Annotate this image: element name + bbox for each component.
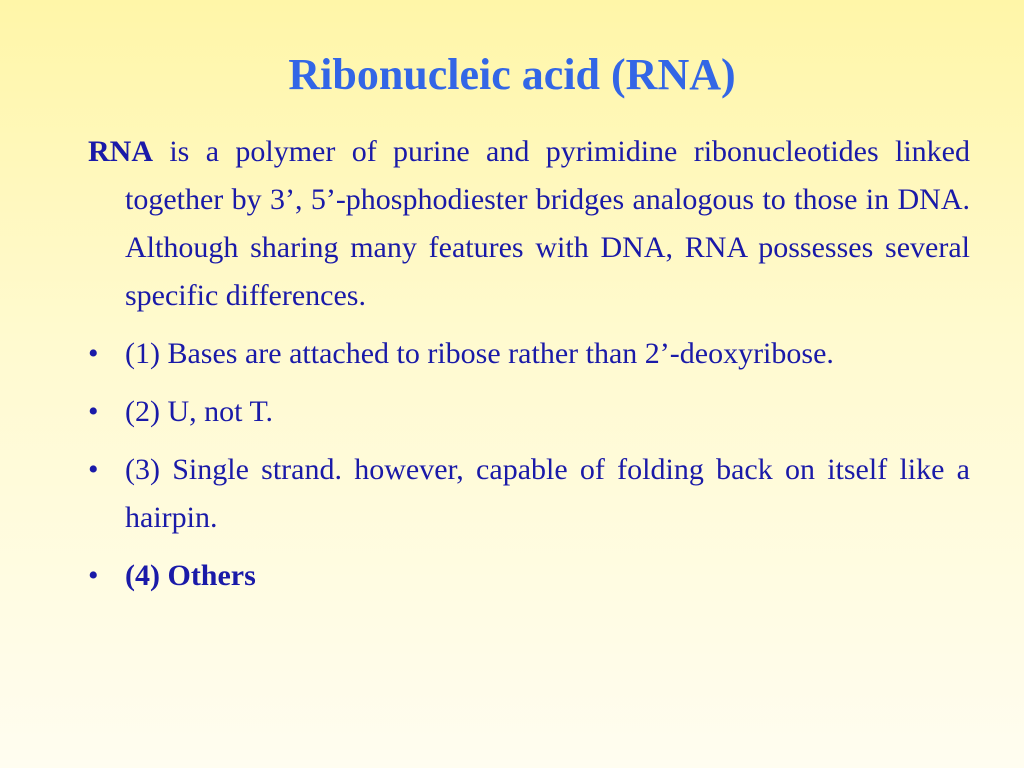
list-item	[88, 552, 970, 600]
bullet-icon: •	[88, 395, 99, 428]
intro-lead: RNA	[88, 135, 153, 168]
slide-body	[88, 128, 970, 610]
bullet-icon: •	[88, 337, 99, 370]
list-item	[88, 330, 970, 378]
bullet-text: (2) U, not T.	[125, 395, 274, 428]
bullet-text: (4) Others	[125, 559, 256, 592]
bullet-text: (3) Single strand. however, capable of folding back on itself like a hairpin.	[125, 453, 970, 534]
bullet-text: (1) Bases are attached to ribose rather than 2’-deoxyribose.	[125, 337, 834, 370]
bullet-icon: •	[88, 453, 99, 486]
intro-paragraph	[88, 128, 970, 320]
bullet-icon: •	[88, 559, 99, 592]
slide-title: Ribonucleic acid (RNA)	[288, 50, 736, 99]
intro-text: is a polymer of purine and pyrimidine ribonucleotides linked together by 3’, 5’-phosphodiester bridges analogous to those in DNA. Although sharing many features with DNA, RNA possesses several specific differences.	[125, 135, 970, 312]
list-item	[88, 446, 970, 542]
list-item	[88, 388, 970, 436]
